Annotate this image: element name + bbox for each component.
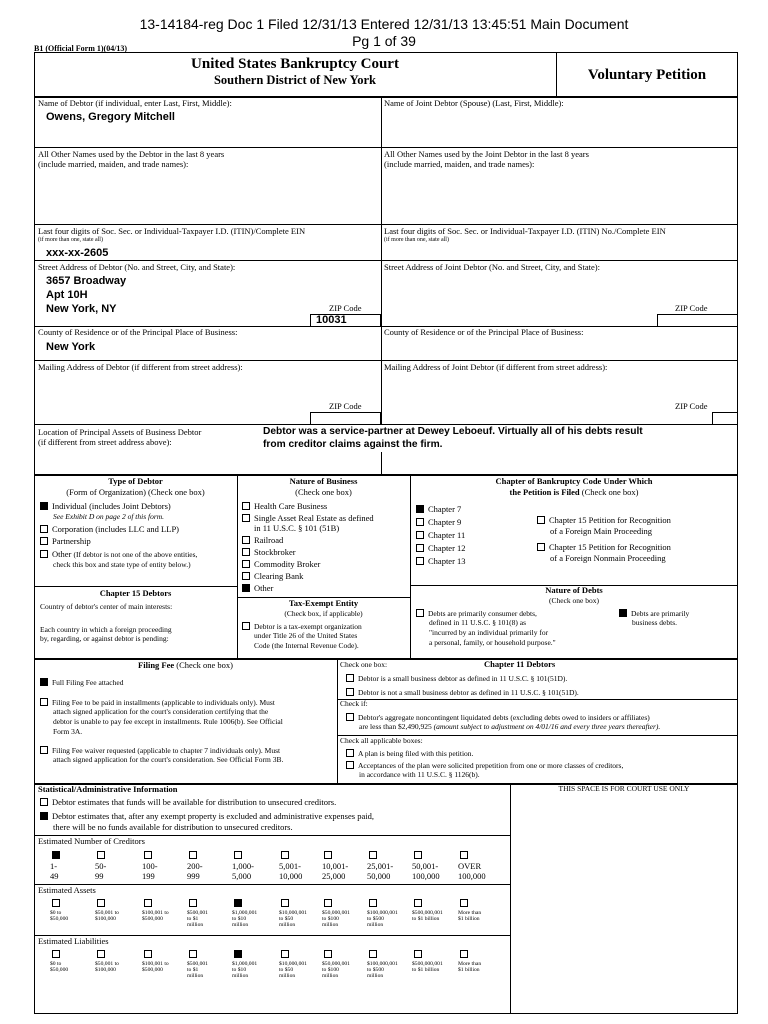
liabilities-option[interactable] — [50, 950, 92, 973]
checkbox-icon[interactable] — [460, 851, 468, 859]
no-funds-option[interactable]: Debtor estimates that, after any exempt property is excluded and administrative expenses paid, — [40, 812, 374, 822]
filing-stamp: 13-14184-reg Doc 1 Filed 12/31/13 Entered 12/31/13 13:45:51 Main Document — [139, 16, 629, 32]
checkbox-icon[interactable] — [346, 749, 354, 757]
debtor-street-2[interactable]: Apt 10H — [46, 289, 88, 301]
ch11-small-business-option[interactable]: Debtor is a small business debtor as defined in 11 U.S.C. § 101(51D). — [346, 674, 567, 683]
business-real-estate-option[interactable]: Single Asset Real Estate as defined — [242, 514, 374, 524]
assets-option-label: $50,001 to — [95, 910, 119, 916]
liabilities-option[interactable] — [279, 950, 321, 979]
checkbox-checked-icon[interactable] — [40, 502, 48, 510]
creditors-option[interactable] — [322, 851, 364, 882]
debtor-zip-label: ZIP Code — [329, 303, 362, 313]
debts-business-line-2: business debts. — [632, 618, 677, 627]
checkbox-icon[interactable] — [324, 899, 332, 907]
liabilities-option-label: $100,000 — [95, 967, 116, 974]
checkbox-icon[interactable] — [189, 899, 197, 907]
chapter-13-option[interactable]: Chapter 13 — [416, 557, 466, 567]
assets-option-label: $1 billion — [458, 916, 480, 923]
checkbox-icon[interactable] — [346, 688, 354, 696]
assets-option-label: $50,000,001 — [322, 910, 350, 916]
checkbox-icon[interactable] — [242, 514, 250, 522]
ch11-title: Chapter 11 Debtors — [484, 659, 556, 669]
assets-option[interactable] — [50, 899, 92, 922]
debts-consumer-line-3: "incurred by an individual primarily for — [429, 628, 549, 637]
checkbox-icon[interactable] — [242, 622, 250, 630]
liabilities-option-label: More than — [458, 961, 482, 967]
creditors-title: Estimated Number of Creditors — [38, 836, 145, 846]
checkbox-icon[interactable] — [242, 560, 250, 568]
ch11-acceptances-line-2: in accordance with 11 U.S.C. § 1126(b). — [359, 770, 480, 779]
checkbox-icon[interactable] — [281, 899, 289, 907]
checkbox-icon[interactable] — [416, 531, 424, 539]
liabilities-option-label: million — [322, 973, 339, 980]
assets-option[interactable] — [142, 899, 184, 922]
chapter-15-main-line-2: of a Foreign Main Proceeding — [550, 526, 652, 536]
debts-consumer-line-4: a personal, family, or household purpose." — [429, 638, 556, 647]
business-real-estate-cite: in 11 U.S.C. § 101 (51B) — [254, 523, 340, 533]
assets-option[interactable] — [412, 899, 454, 922]
type-individual-option[interactable]: Individual (includes Joint Debtors) — [40, 502, 171, 512]
debts-consumer-option[interactable]: Debts are primarily consumer debts, — [416, 609, 537, 618]
debtor-county-label: County of Residence or of the Principal Place of Business: — [38, 327, 238, 337]
creditors-option[interactable] — [279, 851, 321, 882]
court-title: United States Bankruptcy Court — [191, 56, 399, 72]
business-other-option[interactable]: Other — [242, 584, 273, 594]
assets-option-label: million — [279, 922, 296, 929]
liabilities-option-label: million — [367, 973, 384, 980]
liabilities-option-label: to $500 — [367, 967, 384, 974]
fee-installments-line-4: Form 3A. — [53, 727, 83, 736]
chapter-15-main-option[interactable]: Chapter 15 Petition for Recognition — [537, 516, 671, 526]
assets-option[interactable] — [458, 899, 500, 922]
assets-option-label: $500,000 — [142, 916, 163, 923]
joint-ssn-label: Last four digits of Soc. Sec. or Individual-Taxpayer I.D. (ITIN) No./Complete EIN — [384, 226, 666, 236]
creditors-option-label: 10,001- — [322, 861, 349, 871]
assets-option-label: to $1 — [187, 916, 199, 923]
checkbox-icon[interactable] — [40, 746, 48, 754]
liabilities-option-label: million — [232, 973, 249, 980]
type-corporation-option[interactable]: Corporation (includes LLC and LLP) — [40, 525, 179, 535]
chapter-15-nonmain-line-2: of a Foreign Nonmain Proceeding — [550, 553, 666, 563]
filing-fee-title: Filing Fee (Check one box) — [138, 660, 233, 670]
fee-installments-option[interactable]: Filing Fee to be paid in installments (applicable to individuals only). Must — [40, 698, 275, 707]
liabilities-option-label: to $50 — [279, 967, 294, 974]
creditors-option-label: 5,000 — [232, 870, 252, 881]
checkbox-icon[interactable] — [346, 713, 354, 721]
checkbox-icon[interactable] — [460, 950, 468, 958]
checkbox-icon[interactable] — [281, 950, 289, 958]
checkbox-checked-icon[interactable] — [416, 505, 424, 513]
checkbox-checked-icon[interactable] — [52, 851, 60, 859]
creditors-option-label: OVER — [458, 861, 482, 871]
joint-other-names-label: All Other Names used by the Joint Debtor in the last 8 years (include married, maiden, and trade names): — [384, 149, 589, 169]
type-individual-note: See Exhibit D on page 2 of this form. — [53, 512, 165, 521]
assets-option[interactable] — [367, 899, 409, 928]
chapter-15-nonmain-option[interactable]: Chapter 15 Petition for Recognition — [537, 543, 671, 553]
liabilities-option-label: $500,001 — [187, 961, 208, 967]
checkbox-icon[interactable] — [144, 851, 152, 859]
creditors-option-label: 10,000 — [279, 870, 303, 881]
assets-option[interactable] — [279, 899, 321, 928]
statistical-title: Statistical/Administrative Information — [38, 784, 178, 794]
assets-option-label: $50,000 — [50, 916, 69, 923]
checkbox-icon[interactable] — [460, 899, 468, 907]
debtor-ssn[interactable]: xxx-xx-2605 — [46, 247, 109, 259]
checkbox-icon[interactable] — [242, 502, 250, 510]
checkbox-checked-icon[interactable] — [234, 950, 242, 958]
debts-consumer-line-2: defined in 11 U.S.C. § 101(8) as — [429, 618, 527, 627]
joint-mailing-label: Mailing Address of Joint Debtor (if different from street address): — [384, 362, 608, 372]
creditors-option[interactable] — [95, 851, 137, 882]
location-label: Location of Principal Assets of Business Debtor (if different from street address above): — [38, 427, 202, 447]
creditors-option-label: 99 — [95, 870, 104, 881]
liabilities-option-label: $500,000,001 — [412, 961, 443, 967]
creditors-option-label: 1,000- — [232, 861, 254, 871]
creditors-option[interactable] — [232, 851, 274, 882]
checkbox-icon[interactable] — [369, 899, 377, 907]
checkbox-icon[interactable] — [537, 543, 545, 551]
nature-business-subtitle: (Check one box) — [295, 487, 352, 497]
liabilities-option-label: to $10 — [232, 967, 247, 974]
liabilities-option-label: to $100 — [322, 967, 339, 974]
creditors-option[interactable] — [50, 851, 92, 882]
joint-name-label: Name of Joint Debtor (Spouse) (Last, First, Middle): — [384, 98, 564, 108]
checkbox-icon[interactable] — [416, 557, 424, 565]
debtor-zip[interactable]: 10031 — [316, 314, 347, 326]
ch11-aggregate-line-2: are less than $2,490,925 (amount subject to adjustment on 4/01/16 and every three years thereafter). — [359, 722, 661, 731]
joint-street-label: Street Address of Joint Debtor (No. and Street, City, and State): — [384, 262, 600, 272]
creditors-option-label: 50,001- — [412, 861, 439, 871]
court-use-only: THIS SPACE IS FOR COURT USE ONLY — [558, 784, 690, 793]
type-other-note: check this box and state type of entity below.) — [53, 560, 191, 569]
checkbox-icon[interactable] — [242, 572, 250, 580]
type-partnership-option[interactable]: Partnership — [40, 537, 91, 547]
liabilities-option[interactable] — [458, 950, 500, 973]
creditors-option-label: 1- — [50, 861, 58, 871]
checkbox-icon[interactable] — [324, 851, 332, 859]
chapter-title-1: Chapter of Bankruptcy Code Under Which — [495, 476, 653, 486]
tax-exempt-title: Tax-Exempt Entity — [288, 598, 359, 608]
tax-exempt-line-2: under Title 26 of the United States — [254, 631, 358, 640]
liabilities-option[interactable] — [322, 950, 364, 979]
liabilities-option-label: $100,000,001 — [367, 961, 398, 967]
joint-zip-label: ZIP Code — [675, 303, 708, 313]
checkbox-checked-icon[interactable] — [40, 678, 48, 686]
checkbox-icon[interactable] — [414, 950, 422, 958]
liabilities-option-label: $100,001 to — [142, 961, 169, 967]
chapter15-pending-2: by, regarding, or against debtor is pending: — [40, 634, 169, 643]
debtor-street-label: Street Address of Debtor (No. and Street, City, and State): — [38, 262, 236, 272]
liabilities-option-label: $500,000 — [142, 967, 163, 974]
fee-full-option[interactable]: Full Filing Fee attached — [40, 678, 123, 687]
liabilities-option-label: $50,000,001 — [322, 961, 350, 967]
liabilities-option-label: $50,000 — [50, 967, 69, 974]
creditors-option[interactable] — [142, 851, 184, 882]
creditors-option-label: 100- — [142, 861, 158, 871]
checkbox-icon[interactable] — [52, 950, 60, 958]
assets-option-label: to $100 — [322, 916, 339, 923]
assets-option-label: $10,000,001 — [279, 910, 307, 916]
debtor-ssn-note: (if more than one, state all) — [38, 237, 103, 243]
ch11-not-small-business-option[interactable]: Debtor is not a small business debtor as defined in 11 U.S.C. § 101(51D). — [346, 688, 579, 697]
chapter15-title: Chapter 15 Debtors — [99, 588, 172, 598]
creditors-option[interactable] — [458, 851, 500, 882]
liabilities-option[interactable] — [232, 950, 274, 979]
ch11-check-if: Check if: — [340, 699, 368, 708]
creditors-option-label: 50- — [95, 861, 107, 871]
checkbox-icon[interactable] — [416, 609, 424, 617]
liabilities-option-label: to $1 — [187, 967, 199, 974]
chapter-9-option[interactable]: Chapter 9 — [416, 518, 461, 528]
funds-available-option[interactable]: Debtor estimates that funds will be available for distribution to unsecured creditors. — [40, 798, 336, 808]
liabilities-option-label: $0 to — [50, 961, 62, 967]
checkbox-icon[interactable] — [40, 550, 48, 558]
debtor-mailing-zip-label: ZIP Code — [329, 401, 362, 411]
type-of-debtor-subtitle: (Form of Organization) (Check one box) — [66, 487, 205, 497]
checkbox-icon[interactable] — [416, 544, 424, 552]
ch11-aggregate-option[interactable]: Debtor's aggregate noncontingent liquidated debts (excluding debts owed to insiders or affiliates) — [346, 713, 650, 722]
debtor-other-names-label: All Other Names used by the Debtor in the last 8 years (include married, maiden, and trade names): — [38, 149, 225, 169]
liabilities-option[interactable] — [367, 950, 409, 979]
assets-option-label: $0 to — [50, 910, 62, 916]
liabilities-option-label: $10,000,001 — [279, 961, 307, 967]
creditors-option[interactable] — [367, 851, 409, 882]
assets-option-label: million — [187, 922, 204, 929]
joint-ssn-note: (if more than one, state all) — [384, 237, 449, 243]
liabilities-option-label: $50,001 to — [95, 961, 119, 967]
debtor-street-1[interactable]: 3657 Broadway — [46, 275, 127, 287]
tax-exempt-option[interactable]: Debtor is a tax-exempt organization — [242, 622, 362, 631]
tax-exempt-subtitle: (Check box, if applicable) — [284, 609, 363, 618]
liabilities-option[interactable] — [142, 950, 184, 973]
creditors-option-label: 25,000 — [322, 870, 346, 881]
checkbox-icon[interactable] — [369, 851, 377, 859]
assets-option-label: to $1 billion — [412, 916, 440, 923]
checkbox-icon[interactable] — [40, 537, 48, 545]
assets-option-label: $100,000,001 — [367, 910, 398, 916]
checkbox-checked-icon[interactable] — [242, 584, 250, 592]
liabilities-option[interactable] — [412, 950, 454, 973]
creditors-option-label: 25,001- — [367, 861, 394, 871]
liabilities-option[interactable] — [187, 950, 229, 979]
creditors-option-label: 50,000 — [367, 870, 391, 881]
assets-option[interactable] — [322, 899, 364, 928]
assets-title: Estimated Assets — [38, 885, 96, 895]
form-id: B1 (Official Form 1)(04/13) — [34, 44, 128, 53]
assets-option[interactable] — [187, 899, 229, 928]
checkbox-icon[interactable] — [346, 674, 354, 682]
checkbox-icon[interactable] — [189, 950, 197, 958]
chapter-11-option[interactable]: Chapter 11 — [416, 531, 465, 541]
checkbox-icon[interactable] — [40, 798, 48, 806]
petition-type: Voluntary Petition — [587, 67, 707, 83]
ch11-check-all: Check all applicable boxes: — [340, 736, 423, 745]
business-commodity-option[interactable]: Commodity Broker — [242, 560, 320, 570]
creditors-option[interactable] — [187, 851, 229, 882]
nature-business-title: Nature of Business — [289, 476, 358, 486]
nature-debts-subtitle: (Check one box) — [549, 596, 599, 605]
page-number: Pg 1 of 39 — [352, 33, 416, 49]
nature-debts-title: Nature of Debts — [545, 585, 603, 595]
liabilities-title: Estimated Liabilities — [38, 936, 109, 946]
assets-option-label: to $10 — [232, 916, 247, 923]
checkbox-icon[interactable] — [537, 516, 545, 524]
creditors-option-label: 100,000 — [412, 870, 440, 881]
checkbox-icon[interactable] — [189, 851, 197, 859]
checkbox-checked-icon[interactable] — [234, 899, 242, 907]
debts-business-option[interactable]: Debts are primarily — [619, 609, 689, 618]
creditors-option-label: 200- — [187, 861, 203, 871]
business-railroad-option[interactable]: Railroad — [242, 536, 283, 546]
assets-option-label: $1,000,001 — [232, 910, 258, 916]
checkbox-icon[interactable] — [324, 950, 332, 958]
court-district: Southern District of New York — [213, 73, 377, 87]
debtor-street-3[interactable]: New York, NY — [46, 303, 117, 315]
checkbox-icon[interactable] — [40, 698, 48, 706]
creditors-option-label: 199 — [142, 870, 155, 881]
checkbox-icon[interactable] — [97, 950, 105, 958]
checkbox-icon[interactable] — [414, 851, 422, 859]
liabilities-option[interactable] — [95, 950, 137, 973]
business-healthcare-option[interactable]: Health Care Business — [242, 502, 327, 512]
assets-option-label: $500,001 — [187, 910, 208, 916]
assets-option-label: $500,000,001 — [412, 910, 443, 916]
liabilities-option-label: $1 billion — [458, 967, 480, 974]
debtor-name[interactable]: Owens, Gregory Mitchell — [46, 111, 175, 123]
checkbox-icon[interactable] — [242, 536, 250, 544]
assets-option-label: million — [367, 922, 384, 929]
chapter-title-2: the Petition is Filed (Check one box) — [509, 487, 639, 497]
checkbox-icon[interactable] — [144, 950, 152, 958]
assets-option-label: More than — [458, 910, 482, 916]
ch11-plan-option[interactable]: A plan is being filed with this petition. — [346, 749, 473, 758]
no-funds-line-2: there will be no funds available for distribution to unsecured creditors. — [53, 822, 293, 832]
assets-option-label: million — [322, 922, 339, 929]
chapter-7-option[interactable]: Chapter 7 — [416, 505, 461, 515]
tax-exempt-line-3: Code (the Internal Revenue Code). — [254, 641, 359, 650]
debtor-mailing-label: Mailing Address of Debtor (if different from street address): — [38, 362, 243, 372]
checkbox-icon[interactable] — [52, 899, 60, 907]
assets-option-label: to $500 — [367, 916, 384, 923]
creditors-option-label: 999 — [187, 870, 200, 881]
joint-mailing-zip-label: ZIP Code — [675, 401, 708, 411]
assets-option-label: $100,000 — [95, 916, 116, 923]
checkbox-checked-icon[interactable] — [40, 812, 48, 820]
checkbox-icon[interactable] — [144, 899, 152, 907]
creditors-option[interactable] — [412, 851, 454, 882]
business-clearing-bank-option[interactable]: Clearing Bank — [242, 572, 303, 582]
checkbox-icon[interactable] — [414, 899, 422, 907]
type-other-option[interactable]: Other (If debtor is not one of the above entities, — [40, 550, 197, 560]
checkbox-icon[interactable] — [369, 950, 377, 958]
assets-option[interactable] — [232, 899, 274, 928]
ch11-acceptances-option[interactable]: Acceptances of the plan were solicited prepetition from one or more classes of creditors, — [346, 761, 623, 770]
checkbox-icon[interactable] — [40, 525, 48, 533]
fee-installments-line-3: debtor is unable to pay fee except in installments. Rule 1006(b). See Official — [53, 717, 283, 726]
liabilities-option-label: $1,000,001 — [232, 961, 258, 967]
checkbox-icon[interactable] — [281, 851, 289, 859]
checkbox-icon[interactable] — [346, 761, 354, 769]
checkbox-icon[interactable] — [97, 851, 105, 859]
fee-installments-line-2: attach signed application for the court's consideration certifying that the — [53, 707, 269, 716]
liabilities-option-label: million — [187, 973, 204, 980]
checkbox-checked-icon[interactable] — [619, 609, 627, 617]
location-value: Debtor was a service-partner at Dewey Leboeuf. Virtually all of his debts result from creditor claims against the firm. — [263, 425, 647, 452]
assets-option-label: million — [232, 922, 249, 929]
type-of-debtor-title: Type of Debtor — [108, 476, 163, 486]
creditors-option-label: 5,001- — [279, 861, 301, 871]
joint-county-label: County of Residence or of the Principal Place of Business: — [384, 327, 584, 337]
chapter-12-option[interactable]: Chapter 12 — [416, 544, 466, 554]
checkbox-icon[interactable] — [97, 899, 105, 907]
debtor-county[interactable]: New York — [46, 341, 96, 353]
creditors-option-label: 49 — [50, 870, 59, 881]
business-stockbroker-option[interactable]: Stockbroker — [242, 548, 296, 558]
chapter15-pending-1: Each country in which a foreign proceeding — [40, 625, 172, 634]
checkbox-icon[interactable] — [416, 518, 424, 526]
creditors-option-label: 100,000 — [458, 870, 486, 881]
checkbox-icon[interactable] — [242, 548, 250, 556]
fee-waiver-line-2: attach signed application for the court's consideration. See Official Form 3B. — [53, 755, 284, 764]
debtor-ssn-label: Last four digits of Soc. Sec. or Individual-Taxpayer I.D. (ITIN)/Complete EIN — [38, 226, 306, 236]
chapter15-country: Country of debtor's center of main interests: — [40, 602, 173, 611]
checkbox-icon[interactable] — [234, 851, 242, 859]
liabilities-option-label: to $1 billion — [412, 967, 440, 974]
ch11-check-one: Check one box: — [340, 660, 388, 669]
assets-option-label: $100,001 to — [142, 910, 169, 916]
liabilities-option-label: million — [279, 973, 296, 980]
assets-option-label: to $50 — [279, 916, 294, 923]
debtor-name-label: Name of Debtor (if individual, enter Last, First, Middle): — [38, 98, 232, 108]
assets-option[interactable] — [95, 899, 137, 922]
fee-waiver-option[interactable]: Filing Fee waiver requested (applicable to chapter 7 individuals only). Must — [40, 746, 280, 755]
